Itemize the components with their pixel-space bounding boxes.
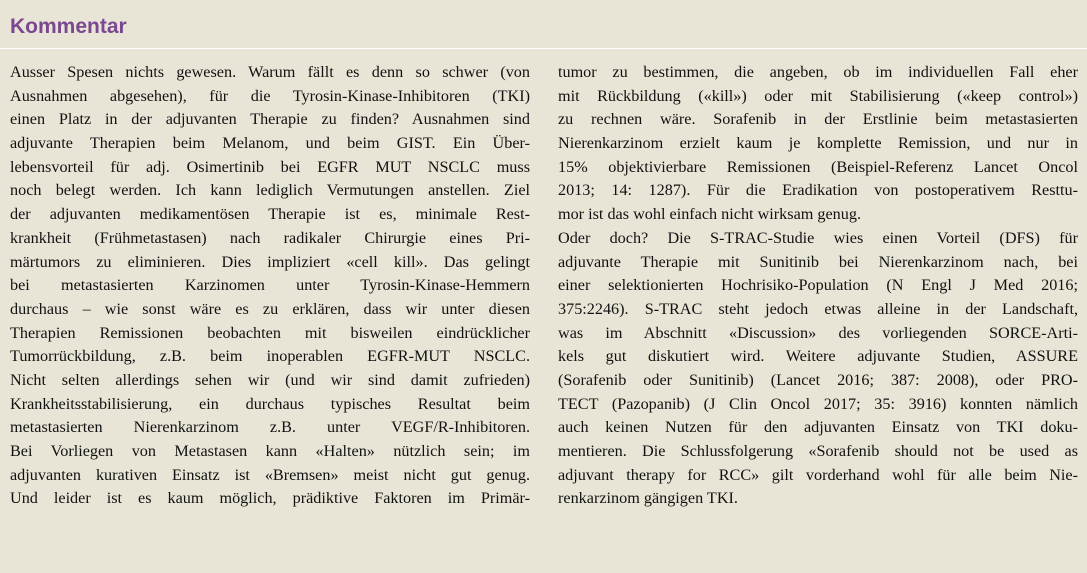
- text-line: 2013; 14: 1287). Für die Eradikation von postoperativem Resttu-: [558, 181, 1078, 200]
- text-line: TECT (Pazopanib) (J Clin Oncol 2017; 35: 3916) konnten nämlich: [558, 394, 1078, 413]
- text-line: adjuvant therapy for RCC» gilt vorderhand wohl für alle beim Nie-: [558, 465, 1078, 484]
- text-line: (Sorafenib oder Sunitinib) (Lancet 2016; 387: 2008), oder PRO-: [558, 370, 1078, 389]
- text-line: krankheit (Frühmetastasen) nach radikaler Chirurgie eines Pri-: [10, 228, 530, 247]
- text-line: Oder doch? Die S-TRAC-Studie wies einen Vorteil (DFS) für: [558, 228, 1078, 247]
- text-line: adjuvante Therapien beim Melanom, und beim GIST. Ein Über-: [10, 134, 530, 153]
- text-line: Nicht selten allerdings sehen wir (und wir sind damit zufrieden): [10, 370, 530, 389]
- right-text-column: [558, 61, 1078, 511]
- text-line: mor ist das wohl einfach nicht wirksam genug.: [558, 205, 862, 224]
- text-line: Therapien Remissionen beobachten mit bisweilen eindrücklicher: [10, 323, 530, 342]
- text-line: auch keinen Nutzen für den adjuvanten Einsatz von TKI doku-: [558, 418, 1078, 437]
- text-line: einer selektionierten Hochrisiko-Population (N Engl J Med 2016;: [558, 276, 1078, 295]
- text-line: kels gut diskutiert wird. Weitere adjuvante Studien, ASSURE: [558, 347, 1078, 366]
- section-heading: Kommentar: [10, 15, 127, 38]
- text-line: 15% objektivierbare Remissionen (Beispiel-Referenz Lancet Oncol: [558, 157, 1078, 176]
- text-line: adjuvante Therapie mit Sunitinib bei Nierenkarzinom nach, bei: [558, 252, 1078, 271]
- text-line: einen Platz in der adjuvanten Therapie zu finden? Ausnahmen sind: [10, 110, 530, 129]
- text-line: Tumorrückbildung, z.B. beim inoperablen EGFR-MUT NSCLC.: [10, 347, 530, 366]
- text-line: mit Rückbildung («kill») oder mit Stabilisierung («keep control»): [558, 86, 1078, 105]
- text-line: märtumors zu eliminieren. Dies impliziert «cell kill». Das gelingt: [10, 252, 530, 271]
- text-line: bei metastasierten Karzinomen unter Tyrosin-Kinase-Hemmern: [10, 276, 530, 295]
- text-line: lebensvorteil für adj. Osimertinib bei EGFR MUT NSCLC muss: [10, 157, 530, 176]
- text-line: Ausnahmen abgesehen), für die Tyrosin-Kinase-Inhibitoren (TKI): [10, 86, 530, 105]
- text-line: was im Abschnitt «Discussion» des vorliegenden SORCE-Arti-: [558, 323, 1078, 342]
- text-line: Ausser Spesen nichts gewesen. Warum fällt es denn so schwer (von: [10, 63, 530, 81]
- text-line: metastasierten Nierenkarzinom z.B. unter VEGF/R-Inhibitoren.: [10, 418, 530, 437]
- text-line: tumor zu bestimmen, die angeben, ob im individuellen Fall eher: [558, 63, 1078, 81]
- text-line: renkarzinom gängigen TKI.: [558, 489, 738, 508]
- text-line: Bei Vorliegen von Metastasen kann «Halten» nützlich sein; im: [10, 442, 530, 460]
- text-line: Und leider ist es kaum möglich, prädiktive Faktoren im Primär-: [10, 489, 530, 508]
- text-line: mentieren. Die Schlussfolgerung «Sorafenib should not be used as: [558, 442, 1078, 460]
- text-line: zu rechnen wäre. Sorafenib in der Erstlinie beim metastasierten: [558, 110, 1078, 129]
- text-line: noch belegt werden. Ich kann lediglich Vermutungen anstellen. Ziel: [10, 181, 530, 200]
- heading-divider: [0, 48, 1087, 49]
- text-line: 375:2246). S-TRAC steht jedoch etwas alleine in der Landschaft,: [558, 299, 1078, 318]
- text-line: adjuvanten kurativen Einsatz ist «Bremsen» meist nicht gut genug.: [10, 465, 530, 484]
- text-line: Nierenkarzinom erzielt kaum je komplette Remission, und nur in: [558, 134, 1078, 153]
- text-line: der adjuvanten medikamentösen Therapie ist es, minimale Rest-: [10, 205, 530, 224]
- text-line: durchaus – wie sonst wäre es zu erklären, dass wir unter diesen: [10, 299, 530, 318]
- left-text-column: [10, 61, 530, 511]
- text-line: Krankheitsstabilisierung, ein durchaus typisches Resultat beim: [10, 394, 530, 413]
